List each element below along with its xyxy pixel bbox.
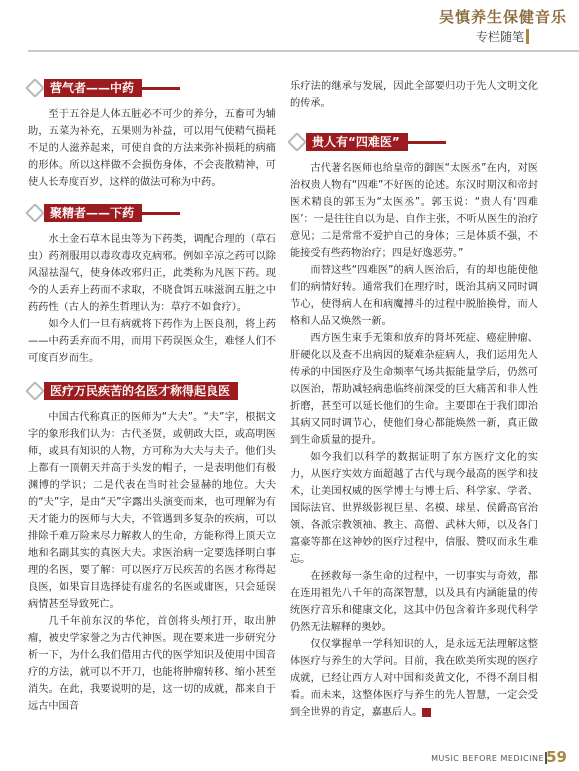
paragraph [290, 636, 538, 721]
paragraph: 西方医生束手无策和放弃的肾坏死症、癌症肿瘤、肝硬化以及查不出病因的疑难杂症病人，我们运用先人传承的中国医疗及生命频率气场共振能量学后，仍然可以医治，帮助减轻病患临终前深受的巨大痛苦和非人性折磨，甚至可以延长他们的生命。主要即在于我们即治其病又同时调节心，使他们身心都能焕然一新，真正做到生命质量的提升。 [290, 333, 538, 446]
section-heading [28, 78, 276, 98]
diamond-bullet-icon [25, 78, 45, 98]
paragraph: 乐疗法的继承与发展，因此全部要归功于先人文明文化的传承。 [290, 81, 538, 109]
right-column [290, 78, 538, 721]
section-heading [28, 381, 276, 401]
end-of-article-icon: 禾 [422, 708, 431, 717]
page-number: 59 [546, 748, 567, 766]
paragraph: 如今我们以科学的数据证明了东方医疗文化的实力，从医疗实效方面超越了古代与现今最高的医学和技术，让美国权威的医学博士与博士后、科学家、学者、国际法官、世界级影视巨星、名模、球星、侯爵高官治领、各派宗教领袖、教主、高僧、武林大师，以及各门富豪等都在这神妙的医疗过程中，信服、赞叹而永生难忘。 [290, 452, 538, 565]
section-title: 医疗万民疾苦的名医才称得起良医 [44, 382, 238, 400]
footer-running-title: MUSIC BEFORE MEDICINE [431, 754, 544, 763]
paragraph: 几千年前东汉的华佗，首创将头颅打开，取出肿瘤，被史学家誉之为古代神医。现在要来进一步研究分析一下，为什么我们借用古代的医学知识及使用中国音疗的方法，就可以不开刀，也能将肿瘤转移、缩小甚至消失。在此，我要说明的是，这一切的成就，都来自于远古中国音 [28, 616, 276, 712]
paragraph-text: 仅仅掌握单一学科知识的人，是永远无法理解这整体医疗与养生的大学问。目前，我在欧美所实现的医疗成就，已经让西方人对中国和炎黄文化，不得不刮目相看。而未来，这整体医疗与养生的先人智慧，一定会受到全世界的肯定，嘉惠后人。 [290, 639, 538, 718]
header-accent-bar [526, 29, 529, 44]
section-rule [142, 212, 180, 215]
paragraph: 在拯救每一条生命的过程中，一切事实与奇效，都在连用祖先八千年的高深智慧，以及具有内涵能量的传统医疗音乐和健康文化，这其中仍包含着许多现代科学仍然无法解释的奥妙。 [290, 571, 538, 633]
section-title: 聚精者——下药 [44, 204, 142, 222]
paragraph: 古代著名医师也给皇帝的御医“太医丞”在内，对医治权贵人物有“四难”不好医的论述。东汉时期汉和帝封医术精良的郭玉为“太医丞”。郭玉说：“贵人有‘四难医’：一是往往自以为是、自作主张，不听从医生的治疗意见；二是常常不爱护自己的身体；三是体质不强，不能接受有些药物治疗；四是好逸恶劳。” [290, 163, 538, 259]
section-rule [142, 87, 180, 90]
paragraph: 中国古代称真正的医师为“大夫”。“夫”字，根据文字的象形我们认为：古代圣贤，或朝政大臣，或高明医师，或具有知识的人物，方可称为大夫与夫子。他们头上都有一顶朝天并高于头发的帽子，一是表明他们有极渊博的学识；二是代表在当时社会显赫的地位。大夫的“夫”字，是由“天”字露出头演变而来，也可理解为有天才能力的医师与大夫，不管遇到多复杂的疾病，可以排除千难万险来尽力解救人的生命，方能称得上顶天立地和名副其实的真医大夫。求医治病一定要选择明白事理的名医，要了解：可以医疗万民疾苦的名医才称得起良医，如果盲目选择徒有虚名的名医或庸医，只会延误病情甚至导致死亡。 [28, 412, 276, 610]
section-title: 贵人有“四难医” [306, 133, 408, 151]
header-divider [28, 50, 579, 52]
diamond-bullet-icon [25, 381, 45, 401]
paragraph: 如今人们一旦有病就将下药作为上医良剂，将上药——中药丢弃而不用，而用下药误医众生，难怪人们不可度百岁而生。 [28, 319, 276, 364]
paragraph: 水土金石草木昆虫等为下药类，调配合理的（草石虫）药剂服用以毒攻毒攻克病邪。例如辛凉之药可以除风湿祛湿气，使身体改邪归正，此类称为凡医下药。现今的人丢弃上药而不求取，不晓食饵五味滋润五脏之中药药性（古人的养生哲理认为：草疗不如食疗）。 [28, 234, 276, 313]
left-column [28, 78, 276, 715]
diamond-bullet-icon [25, 203, 45, 223]
header-column-name: 专栏随笔 [475, 30, 524, 44]
header-title: 吴慎养生保健音乐 [438, 8, 567, 26]
diamond-bullet-icon [287, 132, 307, 152]
section-title: 营气者——中药 [44, 79, 142, 97]
paragraph: 而替这些“四难医”的病人医治后，有的却也能使他们的病情好转。通常我们在理疗时，既治其病又同时调节心，使得病人在和病魔搏斗的过程中脱胎换骨，而人格和人品又焕然一新。 [290, 265, 538, 327]
paragraph: 至于五谷是人体五脏必不可少的养分，五畜可为辅助，五菜为补充，五果则为补益，可以用气使精气损耗不足的人滋养起来，可使自食的方法来弥补损耗的病痛的形体。所以这样做不会损伤身体，不会丧散精神，可使人长寿度百岁，这样的做法可称为中药。 [28, 109, 276, 188]
section-heading [290, 132, 538, 152]
section-rule [408, 141, 446, 144]
section-heading [28, 203, 276, 223]
